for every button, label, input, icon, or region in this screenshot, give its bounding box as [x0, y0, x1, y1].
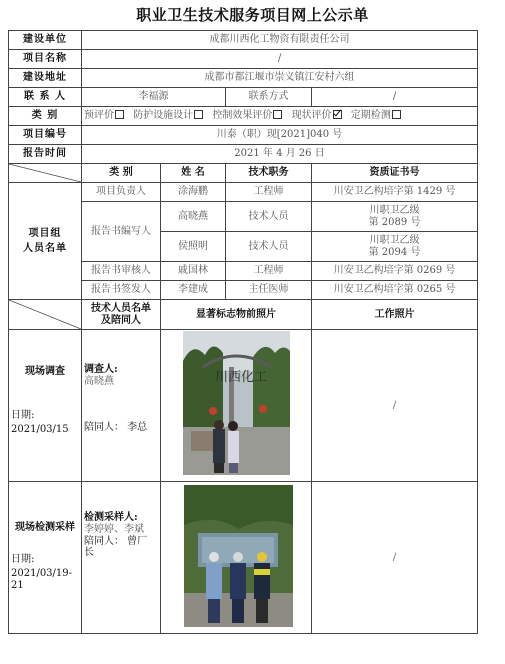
survey-work-photo: /	[312, 330, 478, 482]
survey-left	[9, 330, 82, 482]
survey-landmark-photo	[183, 331, 290, 475]
sampling-work-photo: /	[312, 482, 478, 634]
staff-cert: 川安卫乙构培字第 0265 号	[312, 281, 478, 300]
sampling-sampler-label: 检测采样人:	[84, 512, 138, 523]
category-option-control[interactable]: 控制效果评价	[212, 110, 288, 121]
survey-landmark-photo-cell	[161, 330, 312, 482]
staff-title: 工程师	[226, 183, 312, 202]
contact-method-label: 联系方式	[226, 88, 312, 107]
survey-date: 2021/03/15	[11, 424, 69, 435]
staff-category: 报告书审核人	[82, 262, 161, 281]
survey-companion: 陪同人： 李总	[84, 422, 148, 433]
checkbox-icon	[392, 110, 401, 119]
row-contact	[9, 88, 478, 107]
checkbox-icon	[194, 110, 203, 119]
sampling-name: 现场检测采样	[15, 522, 75, 533]
checkbox-icon	[115, 110, 124, 119]
survey-date-label: 日期:	[11, 410, 35, 421]
code-label: 项目编号	[9, 126, 82, 145]
report-time-label: 报告时间	[9, 145, 82, 164]
contact-value: 李福源	[82, 88, 226, 107]
page-title: 职业卫生技术服务项目网上公示单	[136, 6, 369, 24]
notice-table	[8, 30, 478, 634]
row-code	[9, 126, 478, 145]
address-label: 建设地址	[9, 69, 82, 88]
row-org	[9, 31, 478, 50]
sampling-row	[9, 482, 478, 634]
sampling-left	[9, 482, 82, 634]
staff-title: 技术人员	[226, 232, 312, 262]
staff-name: 李建成	[161, 281, 226, 300]
sampling-companion: 陪同人： 曾厂 长	[84, 536, 148, 558]
sampling-date-label: 日期:	[11, 554, 35, 565]
staff-row	[9, 183, 478, 202]
staff-title: 主任医师	[226, 281, 312, 300]
project-label: 项目名称	[9, 50, 82, 69]
staff-header-title: 技术职务	[226, 164, 312, 183]
survey-name: 现场调查	[25, 366, 65, 377]
staff-name: 戚国林	[161, 262, 226, 281]
category-option-periodic[interactable]: 定期检测	[351, 110, 401, 121]
survey-investigator: 高晓燕	[84, 376, 114, 387]
photo-header-landmark: 显著标志物前照片	[161, 300, 312, 330]
contact-method-value: /	[312, 88, 478, 107]
row-address	[9, 69, 478, 88]
category-label: 类 别	[9, 107, 82, 126]
category-option-status[interactable]: 现状评价	[292, 110, 348, 121]
category-option-design[interactable]: 防护设施设计	[133, 110, 209, 121]
staff-cert: 川职卫乙级 第 2094 号	[312, 232, 478, 262]
staff-category: 报告书编写人	[82, 202, 161, 262]
photo-header-work: 工作照片	[312, 300, 478, 330]
contact-label: 联 系 人	[9, 88, 82, 107]
org-label: 建设单位	[9, 31, 82, 50]
staff-cert: 川安卫乙构培字第 1429 号	[312, 183, 478, 202]
sampling-staff	[82, 482, 161, 634]
sampling-landmark-photo-cell	[161, 482, 312, 634]
report-time-value: 2021 年 4 月 26 日	[82, 145, 478, 164]
survey-row	[9, 330, 478, 482]
project-value: /	[82, 50, 478, 69]
diagonal-cell	[9, 164, 82, 183]
staff-header-row	[9, 164, 478, 183]
staff-header-category: 类 别	[82, 164, 161, 183]
staff-name: 涂海鹏	[161, 183, 226, 202]
staff-name: 高晓燕	[161, 202, 226, 232]
svg-text:川西化工: 川西化工	[215, 370, 268, 385]
staff-group-label: 项目组 人员名单	[9, 183, 82, 300]
row-project	[9, 50, 478, 69]
survey-investigator-label: 调查人:	[84, 364, 118, 375]
survey-staff	[82, 330, 161, 482]
checkbox-icon	[273, 110, 282, 119]
checkbox-checked-icon	[333, 110, 342, 119]
sampling-date: 2021/03/19-21	[11, 568, 73, 591]
org-value: 成都川西化工物资有限责任公司	[82, 31, 478, 50]
staff-cert: 川安卫乙构培字第 0269 号	[312, 262, 478, 281]
code-value: 川泰（职）现[2021]040 号	[82, 126, 478, 145]
staff-category: 报告书签发人	[82, 281, 161, 300]
photo-header-row	[9, 300, 478, 330]
staff-name: 侯照明	[161, 232, 226, 262]
address-value: 成都市都江堰市崇义镇江安村六组	[82, 69, 478, 88]
staff-cert: 川职卫乙级 第 2089 号	[312, 202, 478, 232]
staff-header-cert: 资质证书号	[312, 164, 478, 183]
staff-header-name: 姓 名	[161, 164, 226, 183]
photo-header-staff: 技术人员名单 及陪同人	[82, 300, 161, 330]
sampling-samplers: 李婷婷、李斌	[84, 524, 144, 535]
diagonal-cell	[9, 300, 82, 330]
staff-category: 项目负责人	[82, 183, 161, 202]
category-option-pre[interactable]: 预评价	[84, 110, 130, 121]
staff-title: 工程师	[226, 262, 312, 281]
category-options	[82, 107, 478, 126]
row-report-time	[9, 145, 478, 164]
row-category	[9, 107, 478, 126]
staff-title: 技术人员	[226, 202, 312, 232]
sampling-landmark-photo	[184, 485, 293, 627]
